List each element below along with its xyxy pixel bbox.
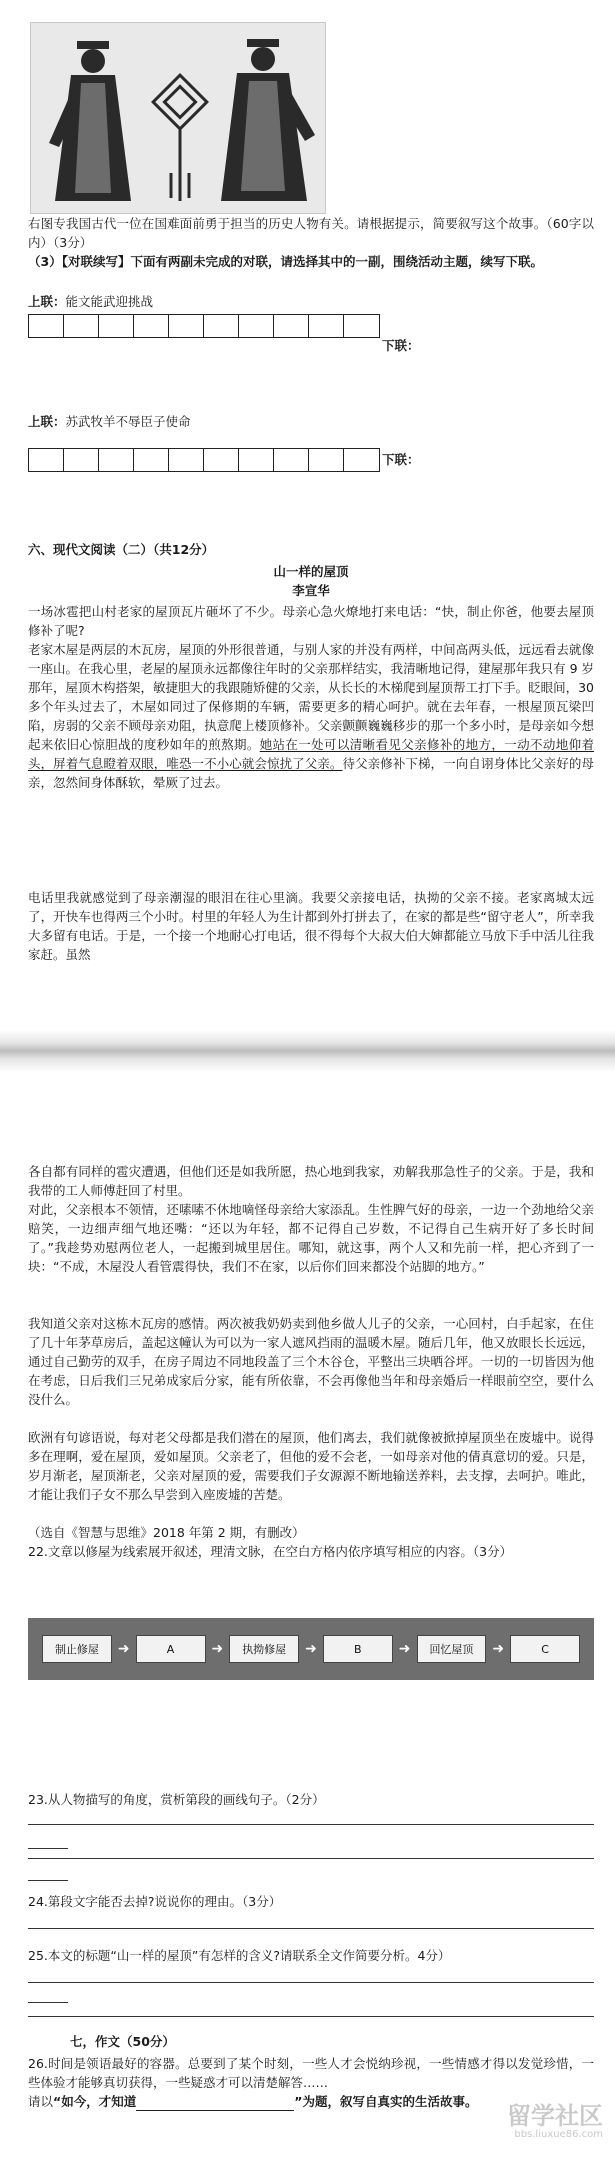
essay-title-quote: “如今，才知道 [53,2094,137,2109]
flow-blank-b[interactable]: B [323,1635,393,1663]
answer-line[interactable] [28,1880,68,1881]
paragraph-2 [28,640,594,792]
plot-flowchart [28,1618,594,1680]
couplet-2-lower-label: 下联： [382,452,420,467]
paragraph-2-end: 待父亲修补下梯，一向自诩身体比父亲好的母亲，忽然间身体酥软，晕厥了过去。 [28,756,594,790]
exam-page-2 [0,1072,615,2157]
couplet-1-upper [28,292,594,311]
q3-intro: 右图专我国古代一位在国难面前勇于担当的历史人物有关。请根据提示，简要叙写这个故事。（60字以内）（3分） [28,216,594,250]
question-24: 24.第段文字能否去掉?说说你的理由。（3分） [28,1894,282,1909]
answer-line[interactable] [28,2016,594,2017]
section-7-heading: 七，作文（50分） [70,2034,175,2049]
question-23: 23.从人物描写的角度，赏析第段的画线句子。（2分） [28,1792,325,1807]
answer-line[interactable] [28,2002,68,2003]
watermark-main: 留学社区 [507,2102,603,2130]
arrow-right-icon: ➜ [492,1640,505,1657]
flow-step: 回忆屋顶 [417,1635,487,1663]
answer-line[interactable] [28,1848,68,1849]
couplet-2-upper [28,412,594,431]
answer-line[interactable] [28,1824,594,1825]
exam-page-1 [0,0,615,1030]
paragraph-4: 对此，父亲根本不领情，还嗉嗉不休地嘀怪母亲给大家添乱。生性脾气好的母亲，一边一个劲地给父亲赔笑，一边细声细气地还嘴：“还以为年轻，都不记得自己岁数，不记得自己生病开好了多长时间了。”我趁势劝慰两位老人，一起搬到城里居住。哪知，就这事，两个人又和先前一样，把心齐到了一块：“不成，木屋没人看管震得快，我们不在家，以后你们回来都没个站脚的地方。” [28,1202,594,1274]
req-suffix: ”为题，叙写自真实的生活故事。 [294,2094,478,2109]
flow-step: 制止修屋 [42,1635,112,1663]
essay-prompt: 26.时间是领语最好的容器。总要到了某个时刻，一些人才会悦纳珍视，一些情感才得以发觉珍惜，一些体验才能够真切获得，一些疑惑才可以清楚解答…… [28,2056,594,2090]
req-prefix: 请以 [28,2094,54,2109]
upper-label: 上联： [28,294,66,309]
flow-step: 执拗修屋 [229,1635,299,1663]
article-title: 山一样的屋顶 [273,564,349,579]
answer-line[interactable] [28,1928,594,1929]
question-22: 22.文章以修屋为线索展开叙述，理清文脉，在空白方格内依序填写相应的内容。（3分） [28,1544,513,1559]
question-25: 25.本文的标题“山一样的屋顶”有怎样的含义?请联系全文作简要分析。4分） [28,1948,451,1963]
couplet-instruction: （3）【对联续写】下面有两副未完成的对联，请选择其中的一副，围绕活动主题，续写下联。 [28,254,543,269]
paragraph-3-start: 电话里我就感觉到了母亲潮湿的眼泪在往心里滴。我要父亲接电话，执拗的父亲不接。老家离城太远了，开快车也得两三个小时。村里的年轻人为生计都到外打拼去了，在家的都是些“留守老人”，所幸我大多留有电话。于是，一个接一个地耐心打电话，很不得每个大叔大伯大婶都能立马放下手中活儿往我家赶。虽然 [28,890,594,962]
arrow-right-icon: ➜ [117,1640,130,1657]
arrow-right-icon: ➜ [398,1640,411,1657]
essay-title-blank[interactable] [136,2096,294,2111]
woodcut-figures-icon [31,23,325,213]
paragraph-1: 一场冰雹把山村老家的屋顶瓦片砸坏了不少。母亲心急火燎地打来电话：“快，制止你爸，他要去屋顶修补了呢? [28,604,594,638]
couplet-1-lower-label: 下联： [382,338,420,353]
paragraph-3-end: 各自都有同样的雹灾遭遇，但他们还是如我所愿，热心地到我家，劝解我那急性子的父亲。于是，我和我带的工人师傅赶回了村里。 [28,1164,594,1198]
couplet-2-answer-grid[interactable] [28,448,380,472]
article-source: （选自《智慧与思维》2018 年第 2 期，有删改） [28,1525,305,1540]
upper-text: 能文能武迎挑战 [65,294,154,309]
couplet-1-answer-grid[interactable] [28,314,380,338]
answer-line[interactable] [28,1982,594,1983]
arrow-right-icon: ➜ [305,1640,317,1657]
answer-line[interactable] [28,1858,594,1859]
paragraph-5: 我知道父亲对这栋木瓦房的感情。两次被我奶奶卖到他乡做人儿子的父亲，一心回村，白手起家，在住了几十年茅草房后，盖起这幢认为可以为一家人遮风挡雨的温暖木屋。随后几年，他又放眼长长远远，通过自己勤劳的双手，在房子周边不同地段盖了三个木谷仓，平整出三块晒谷坪。一切的一切皆因为他在考虑，日后我们三兄弟成家后分家，能有所依靠，不会再像他当年和母亲婚后一样眼前空空，要什么没什么。 [28,1316,594,1407]
paragraph-2-start: 老家木屋是两层的木瓦房，屋顶的外形很普通，与别人家的并没有两样，中间高两头低，远远看去就像一座山。在我心里，老屋的屋顶永远都像往年时的父亲那样结实，我清晰地记得，建屋那年我只有 9 岁那年，屋顶木构搭架，敏捷胆大的我跟随矫健的父亲，从长长的木梯爬到屋顶帮工打下手。眨眼间，30 多个年头过去了，木屋如同过了保修期的车辆，需要更多的精心呵护。就在去年春，一根屋顶瓦梁凹陷，房弱的父亲不顾母亲劝阻，执意爬上楼顶修补。父亲颤颤巍巍移步的那一个多小时，是母亲如今想起来依旧心惊胆战的度秒如年的煎熬期。 [28,642,594,752]
section-6-heading: 六、现代文阅读（二）（共12分） [28,542,215,557]
flow-blank-a[interactable]: A [136,1635,206,1663]
underlined-sentence: 她站在一处可以清晰看见父亲修补的地方，一动不动地仰着头，屏着气息瞪着双眼，唯恐一不小心就会惊扰了父亲。 [28,737,594,771]
page-break [0,1030,615,1072]
flow-blank-c[interactable]: C [510,1635,580,1663]
upper-text: 苏武牧羊不辱臣子使命 [65,414,191,429]
paragraph-6: 欧洲有句谚语说，每对老父母都是我们潜在的屋顶，他们离去，我们就像被掀掉屋顶坐在废墟中。说得多在理啊，爱在屋顶，爱如屋顶。父亲老了，但他的爱不会老，一如母亲对他的倩真意切的爱。只是，岁月渐老，屋顶渐老，父亲对屋顶的爱，需要我们子女源源不断地输送养料，去支撑，去呵护。唯此，才能让我们子女不那么早尝到入座废墟的苦楚。 [28,1430,594,1502]
watermark-logo [453,2103,603,2149]
arrow-right-icon: ➜ [211,1640,224,1657]
upper-label: 上联： [28,414,66,429]
historical-figures-image [30,22,326,214]
watermark-sub: bbs.liuxue86.com [514,2129,603,2140]
article-author: 李宣华 [292,583,330,598]
